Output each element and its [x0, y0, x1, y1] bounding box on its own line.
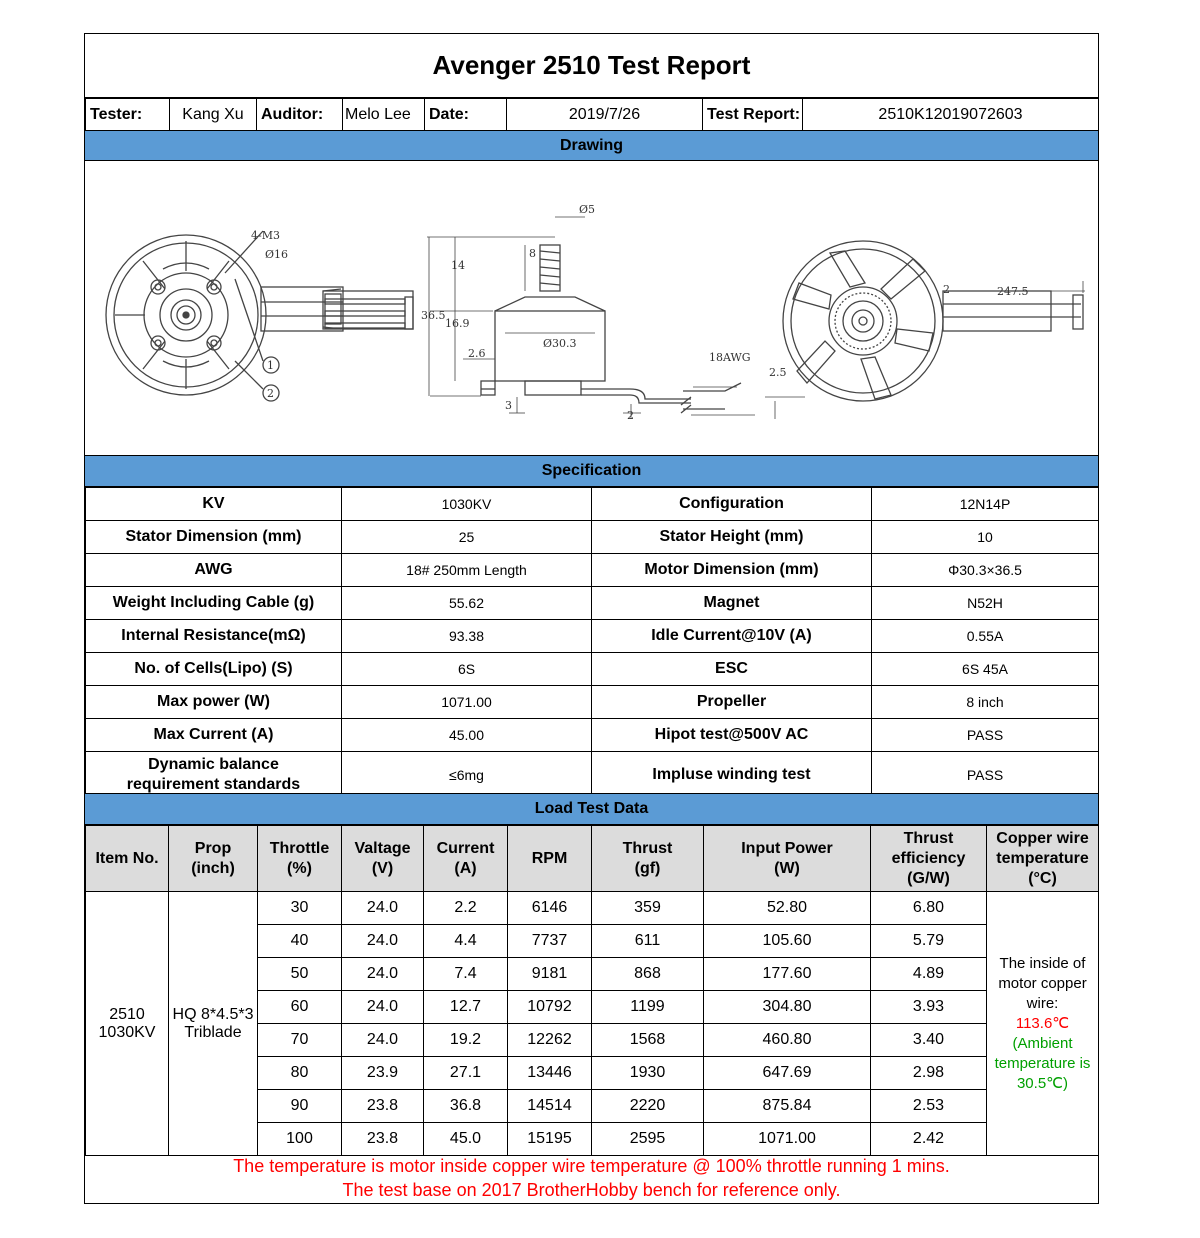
- spec-label: Propeller: [592, 686, 872, 719]
- prop-line-2: Triblade: [184, 1023, 242, 1041]
- header-temp-line-3: (°C): [1028, 869, 1057, 887]
- spec-value: 25: [342, 521, 592, 554]
- voltage-cell: 24.0: [342, 1024, 424, 1057]
- load-test-table: [85, 825, 1099, 1156]
- dim-8: 8: [529, 247, 536, 260]
- header-temp-line-1: Copper wire: [996, 829, 1089, 847]
- callout-2: 2: [267, 387, 274, 400]
- prop-cell: [169, 892, 258, 1156]
- header-voltage-line-2: (V): [371, 859, 394, 877]
- voltage-cell: 24.0: [342, 958, 424, 991]
- prop-line-1: HQ 8*4.5*3: [172, 1005, 254, 1023]
- voltage-cell: 23.8: [342, 1090, 424, 1123]
- efficiency-cell: 3.40: [871, 1024, 987, 1057]
- report-value: 2510K12019072603: [803, 99, 1099, 131]
- footnote: [85, 1151, 1098, 1203]
- spec-label: Stator Height (mm): [592, 521, 872, 554]
- auditor-label: Auditor:: [257, 99, 343, 131]
- throttle-cell: 40: [258, 925, 342, 958]
- throttle-cell: 50: [258, 958, 342, 991]
- spec-value: 6S: [342, 653, 592, 686]
- header-item-no: Item No.: [86, 826, 169, 892]
- rpm-cell: 10792: [508, 991, 592, 1024]
- load-test-section-header: Load Test Data: [85, 793, 1098, 825]
- temp-note-3: wire:: [1026, 994, 1059, 1012]
- spec-value: 12N14P: [872, 488, 1099, 521]
- current-cell: 36.8: [424, 1090, 508, 1123]
- efficiency-cell: 2.42: [871, 1123, 987, 1156]
- spec-label-dynamic-balance: [86, 752, 342, 798]
- motor-top-view: [783, 241, 1085, 401]
- motor-bottom-view: [106, 231, 413, 401]
- temp-note-ambient-3: 30.5℃): [1016, 1074, 1069, 1092]
- dynamic-balance-line-2: requirement standards: [126, 775, 301, 793]
- temp-note-1: The inside of: [999, 954, 1086, 972]
- header-current: [424, 826, 508, 892]
- throttle-cell: 30: [258, 892, 342, 925]
- temperature-note-cell: [987, 892, 1099, 1156]
- table-row: [86, 892, 1099, 925]
- rpm-cell: 6146: [508, 892, 592, 925]
- spec-value: 6S 45A: [872, 653, 1099, 686]
- dim-d5: Ø5: [579, 203, 596, 216]
- date-value: 2019/7/26: [507, 99, 703, 131]
- current-cell: 45.0: [424, 1123, 508, 1156]
- spec-value: 10: [872, 521, 1099, 554]
- current-cell: 12.7: [424, 991, 508, 1024]
- header-eff-line-3: (G/W): [907, 869, 950, 887]
- thrust-cell: 1930: [592, 1057, 704, 1090]
- current-cell: 2.2: [424, 892, 508, 925]
- drawing-area: [85, 161, 1098, 455]
- throttle-cell: 100: [258, 1123, 342, 1156]
- dim-2: 2: [627, 409, 634, 422]
- dynamic-balance-line-1: Dynamic balance: [148, 755, 279, 773]
- load-header-row: [86, 826, 1099, 892]
- header-throttle-line-2: (%): [287, 859, 312, 877]
- spec-value: 93.38: [342, 620, 592, 653]
- rpm-cell: 13446: [508, 1057, 592, 1090]
- spec-value: Φ30.3×36.5: [872, 554, 1099, 587]
- header-thrust-line-2: (gf): [634, 859, 661, 877]
- current-cell: 27.1: [424, 1057, 508, 1090]
- header-eff-line-1: Thrust: [903, 829, 954, 847]
- header-thrust-efficiency: [871, 826, 987, 892]
- header-prop: [169, 826, 258, 892]
- header-rpm: RPM: [508, 826, 592, 892]
- dim-d30-3: Ø30.3: [543, 337, 577, 350]
- header-input-power: [704, 826, 871, 892]
- spec-value-impulse: PASS: [872, 752, 1099, 798]
- item-line-2: 1030KV: [98, 1023, 156, 1041]
- report-title: Avenger 2510 Test Report: [85, 34, 1098, 98]
- spec-label-impulse: Impluse winding test: [592, 752, 872, 798]
- header-temp-line-2: temperature: [996, 849, 1089, 867]
- header-thrust-line-1: Thrust: [622, 839, 673, 857]
- thrust-cell: 1568: [592, 1024, 704, 1057]
- spec-value: 45.00: [342, 719, 592, 752]
- spec-label: Hipot test@500V AC: [592, 719, 872, 752]
- drawing-dimension-labels: [251, 203, 1029, 422]
- rpm-cell: 12262: [508, 1024, 592, 1057]
- info-table: [85, 98, 1099, 131]
- header-power-line-2: (W): [774, 859, 800, 877]
- dim-3: 3: [505, 399, 512, 412]
- spec-value: 1071.00: [342, 686, 592, 719]
- rpm-cell: 7737: [508, 925, 592, 958]
- header-prop-line-2: (inch): [191, 859, 235, 877]
- spec-label: ESC: [592, 653, 872, 686]
- rpm-cell: 9181: [508, 958, 592, 991]
- efficiency-cell: 2.53: [871, 1090, 987, 1123]
- efficiency-cell: 5.79: [871, 925, 987, 958]
- header-throttle: [258, 826, 342, 892]
- dim-36-5: 36.5: [421, 309, 446, 322]
- spec-label: Magnet: [592, 587, 872, 620]
- efficiency-cell: 2.98: [871, 1057, 987, 1090]
- spec-row: [86, 653, 1099, 686]
- footnote-line-2: The test base on 2017 BrotherHobby bench for reference only.: [342, 1180, 841, 1200]
- throttle-cell: 90: [258, 1090, 342, 1123]
- dim-14: 14: [451, 259, 465, 272]
- spec-row: [86, 620, 1099, 653]
- voltage-cell: 23.9: [342, 1057, 424, 1090]
- temp-note-value: 113.6℃: [1015, 1014, 1070, 1032]
- spec-label: KV: [86, 488, 342, 521]
- throttle-cell: 80: [258, 1057, 342, 1090]
- spec-label: Max power (W): [86, 686, 342, 719]
- dim-2-5: 2.5: [769, 366, 787, 379]
- spec-row: [86, 587, 1099, 620]
- tester-value: Kang Xu: [170, 99, 257, 131]
- header-prop-line-1: Prop: [194, 839, 232, 857]
- thrust-cell: 359: [592, 892, 704, 925]
- footnote-line-1: The temperature is motor inside copper wire temperature @ 100% throttle running 1 mins.: [233, 1156, 950, 1176]
- header-voltage-line-1: Valtage: [354, 839, 411, 857]
- dim-16-9: 16.9: [445, 317, 470, 330]
- dim-2-right: 2: [943, 283, 950, 296]
- date-label: Date:: [425, 99, 507, 131]
- temp-note-ambient-1: (Ambient: [1012, 1034, 1073, 1052]
- spec-value: 55.62: [342, 587, 592, 620]
- item-number-cell: [86, 892, 169, 1156]
- power-cell: 1071.00: [704, 1123, 871, 1156]
- header-voltage: [342, 826, 424, 892]
- spec-row-dynamic-balance: [86, 752, 1099, 798]
- throttle-cell: 60: [258, 991, 342, 1024]
- spec-value: 18# 250mm Length: [342, 554, 592, 587]
- temp-note-2: motor copper: [998, 974, 1087, 992]
- specification-table: [85, 487, 1099, 798]
- spec-label: Weight Including Cable (g): [86, 587, 342, 620]
- dim-247-5: 247.5: [997, 285, 1029, 298]
- specification-section-header: Specification: [85, 455, 1098, 487]
- current-cell: 7.4: [424, 958, 508, 991]
- thrust-cell: 2595: [592, 1123, 704, 1156]
- spec-value: PASS: [872, 719, 1099, 752]
- spec-label: Motor Dimension (mm): [592, 554, 872, 587]
- thrust-cell: 1199: [592, 991, 704, 1024]
- efficiency-cell: 4.89: [871, 958, 987, 991]
- spec-label: Configuration: [592, 488, 872, 521]
- spec-body: [86, 488, 1099, 752]
- dim-m3: 4-M3: [251, 229, 280, 242]
- report-label: Test Report:: [703, 99, 803, 131]
- header-copper-temperature: [987, 826, 1099, 892]
- dim-18awg: 18AWG: [709, 351, 751, 364]
- power-cell: 304.80: [704, 991, 871, 1024]
- motor-technical-drawing: [85, 161, 1098, 455]
- dim-2-6: 2.6: [468, 347, 486, 360]
- rpm-cell: 14514: [508, 1090, 592, 1123]
- power-cell: 105.60: [704, 925, 871, 958]
- header-current-line-1: Current: [436, 839, 495, 857]
- spec-label: Internal Resistance(mΩ): [86, 620, 342, 653]
- current-cell: 4.4: [424, 925, 508, 958]
- throttle-cell: 70: [258, 1024, 342, 1057]
- spec-label: AWG: [86, 554, 342, 587]
- voltage-cell: 24.0: [342, 991, 424, 1024]
- spec-row: [86, 554, 1099, 587]
- spec-value-dynamic-balance: ≤6mg: [342, 752, 592, 798]
- spec-label: Stator Dimension (mm): [86, 521, 342, 554]
- spec-label: Idle Current@10V (A): [592, 620, 872, 653]
- power-cell: 177.60: [704, 958, 871, 991]
- thrust-cell: 868: [592, 958, 704, 991]
- spec-row: [86, 488, 1099, 521]
- power-cell: 52.80: [704, 892, 871, 925]
- power-cell: 647.69: [704, 1057, 871, 1090]
- power-cell: 460.80: [704, 1024, 871, 1057]
- voltage-cell: 24.0: [342, 892, 424, 925]
- current-cell: 19.2: [424, 1024, 508, 1057]
- header-current-line-2: (A): [454, 859, 477, 877]
- tester-label: Tester:: [86, 99, 170, 131]
- rpm-cell: 15195: [508, 1123, 592, 1156]
- dim-d16: Ø16: [265, 248, 289, 261]
- efficiency-cell: 3.93: [871, 991, 987, 1024]
- power-cell: 875.84: [704, 1090, 871, 1123]
- header-throttle-line-1: Throttle: [269, 839, 330, 857]
- spec-value: 0.55A: [872, 620, 1099, 653]
- spec-label: No. of Cells(Lipo) (S): [86, 653, 342, 686]
- item-line-1: 2510: [109, 1005, 145, 1023]
- auditor-value: Melo Lee: [343, 99, 425, 131]
- drawing-section-header: Drawing: [85, 130, 1098, 161]
- spec-label: Max Current (A): [86, 719, 342, 752]
- spec-value: 8 inch: [872, 686, 1099, 719]
- thrust-cell: 2220: [592, 1090, 704, 1123]
- spec-row: [86, 686, 1099, 719]
- spec-row: [86, 521, 1099, 554]
- thrust-cell: 611: [592, 925, 704, 958]
- test-report-sheet: [84, 33, 1099, 1204]
- header-thrust: [592, 826, 704, 892]
- spec-row: [86, 719, 1099, 752]
- motor-side-view: [427, 217, 805, 419]
- temp-note-ambient-2: temperature is: [994, 1054, 1091, 1072]
- spec-value: N52H: [872, 587, 1099, 620]
- voltage-cell: 24.0: [342, 925, 424, 958]
- load-body: [86, 892, 1099, 1156]
- header-eff-line-2: efficiency: [891, 849, 966, 867]
- efficiency-cell: 6.80: [871, 892, 987, 925]
- spec-value: 1030KV: [342, 488, 592, 521]
- callout-1: 1: [267, 359, 274, 372]
- voltage-cell: 23.8: [342, 1123, 424, 1156]
- header-power-line-1: Input Power: [741, 839, 833, 857]
